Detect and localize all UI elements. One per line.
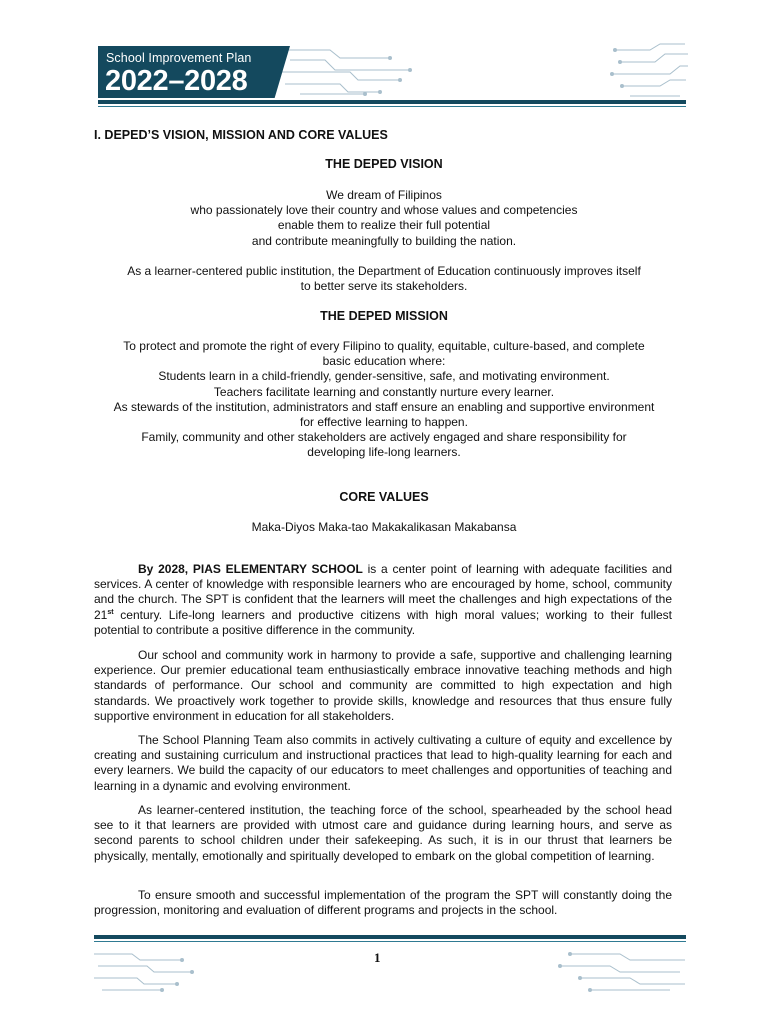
vision-line: We dream of Filipinos (326, 188, 442, 202)
mission-line: basic education where: (322, 354, 446, 369)
paragraph-planning-team: The School Planning Team also commits in actively cultivating a culture of equity and excellence by creating and sustaining curriculum and instructional practices that lead to high-quality learning for each and every learners. We build the capacity of our educators to meet challenges and opportunities of teaching and learning in a dynamic and evolving environment. (94, 733, 672, 793)
paragraph-community: Our school and community work in harmony to provide a safe, supportive and challenging learning experience. Our premier educational team enthusiastically embrace innovative teaching methods and high standards of performance. Our school and community are committed to high expectation and high standards. We proactively work together to provide skills, knowledge and resources that thus ensure fully supportive environment in education for all stakeholders. (94, 648, 672, 723)
header-divider (98, 100, 686, 104)
mission-line: To protect and promote the right of every Filipino to quality, equitable, culture-based, and complete (123, 339, 645, 353)
mission-text (94, 339, 674, 461)
mission-line: Students learn in a child-friendly, gender-sensitive, safe, and motivating environment. (158, 369, 610, 384)
paragraph-text: century. Life-long learners and productive citizens with high moral values; working to their fullest potential to contribute a positive difference in the community. (94, 607, 672, 637)
footer-divider (94, 935, 686, 939)
vision-statement-line: As a learner-centered public institution, the Department of Education continuously improves itself (127, 264, 641, 278)
ordinal-suffix: st (107, 608, 114, 616)
mission-heading: THE DEPED MISSION (320, 309, 448, 323)
paragraph-implementation: To ensure smooth and successful implementation of the program the SPT will constantly doing the progression, monitoring and evaluation of different programs and projects in the school. (94, 888, 672, 918)
mission-line: for effective learning to happen. (300, 415, 468, 430)
paragraph-learner-centered: As learner-centered institution, the teaching force of the school, spearheaded by the school head see to it that learners are provided with utmost care and guidance during learning hours, and serve as second parents to school children under their safekeeping. As such, it is in our thrust that learners be physically, mentally, emotionally and spiritually developed to embark on the global competition of learning. (94, 803, 672, 863)
mission-line: As stewards of the institution, administrators and staff ensure an enabling and supportive environment (113, 399, 655, 414)
header-divider-thin (98, 106, 686, 107)
vision-line: enable them to realize their full potential (277, 218, 491, 233)
core-values-heading: CORE VALUES (339, 490, 429, 504)
vision-statement (94, 264, 674, 294)
page-number: 1 (374, 950, 381, 965)
vision-statement-line: to better serve its stakeholders. (300, 279, 468, 294)
circuit-decoration-left (270, 42, 430, 100)
section-heading: I. DEPED’S VISION, MISSION AND CORE VALUES (94, 128, 388, 142)
vision-line: and contribute meaningfully to building the nation. (251, 233, 517, 248)
vision-heading: THE DEPED VISION (325, 157, 443, 171)
header-years: 2022–2028 (105, 65, 248, 97)
core-values-text: Maka-Diyos Maka-tao Makakalikasan Makabansa (251, 520, 517, 534)
vision-text (94, 188, 674, 249)
paragraph-vision-statement (94, 562, 672, 638)
vision-line: who passionately love their country and whose values and competencies (190, 203, 578, 218)
circuit-decoration-footer-right (550, 946, 690, 998)
circuit-decoration-right (610, 40, 690, 100)
mission-line: Family, community and other stakeholders are actively engaged and share responsibility for (141, 430, 627, 445)
mission-line: Teachers facilitate learning and constantly nurture every learner. (213, 384, 555, 399)
paragraph-text: is a center point of learning with adequate facilities and services. A center of knowledge with responsible learners who are encouraged by home, school, community and the church. The SPT is confident that the learners will meet the challenges and high expectations of the 21 (94, 562, 672, 622)
school-name-bold: By 2028, PIAS ELEMENTARY SCHOOL (138, 562, 363, 576)
circuit-decoration-footer-left (92, 946, 202, 998)
header-title: School Improvement Plan (106, 51, 252, 65)
mission-line: developing life-long learners. (307, 445, 461, 460)
footer-divider-thin (94, 941, 686, 942)
